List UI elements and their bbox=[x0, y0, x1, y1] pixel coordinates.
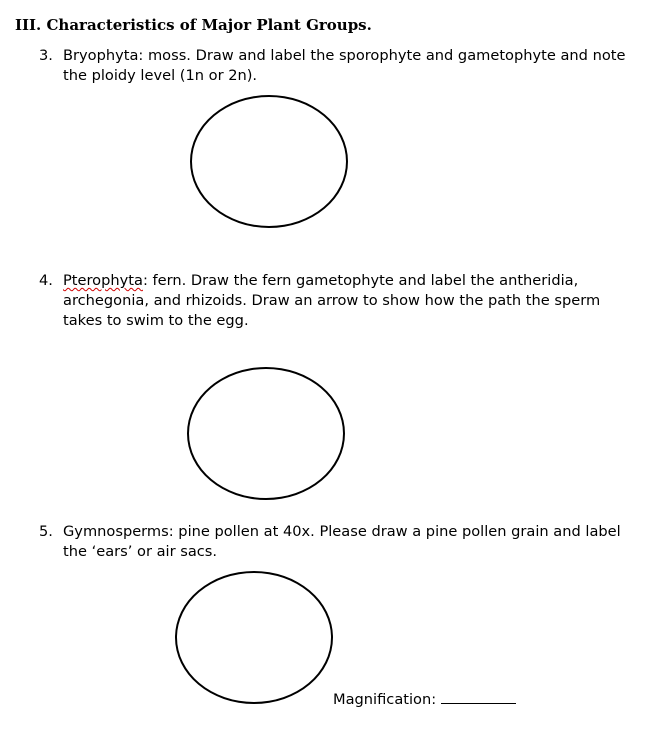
question-3-line-2: the ploidy level (1n or 2n). bbox=[63, 67, 258, 84]
question-4-text bbox=[63, 271, 643, 331]
question-5-number: 5. bbox=[39, 523, 53, 540]
question-3-number: 3. bbox=[39, 47, 53, 64]
question-5-text bbox=[63, 522, 643, 562]
question-4-line-2: archegonia, and rhizoids. Draw an arrow to show how the path the sperm bbox=[63, 292, 601, 309]
question-5-line-2: the ‘ears’ or air sacs. bbox=[63, 543, 218, 560]
question-4-number: 4. bbox=[39, 272, 53, 289]
question-3-text bbox=[63, 46, 643, 86]
magnification-blank[interactable] bbox=[441, 689, 516, 704]
question-3-line-1: Bryophyta: moss. Draw and label the sporophyte and gametophyte and note bbox=[63, 47, 626, 64]
magnification-label: Magnification: bbox=[333, 691, 437, 708]
section-heading: III. Characteristics of Major Plant Groups. bbox=[15, 16, 372, 34]
question-5-line-1: Gymnosperms: pine pollen at 40x. Please draw a pine pollen grain and label bbox=[63, 523, 621, 540]
question-4-drawing-circle[interactable] bbox=[187, 367, 345, 500]
question-4-line-1: : fern. Draw the fern gametophyte and label the antheridia, bbox=[142, 272, 579, 289]
question-5-drawing-circle[interactable] bbox=[175, 571, 333, 704]
question-4-term-pterophyta: Pterophyta bbox=[63, 272, 143, 289]
question-3-drawing-circle[interactable] bbox=[190, 95, 348, 228]
question-4-line-3: takes to swim to the egg. bbox=[63, 312, 249, 329]
magnification-field bbox=[333, 689, 516, 710]
